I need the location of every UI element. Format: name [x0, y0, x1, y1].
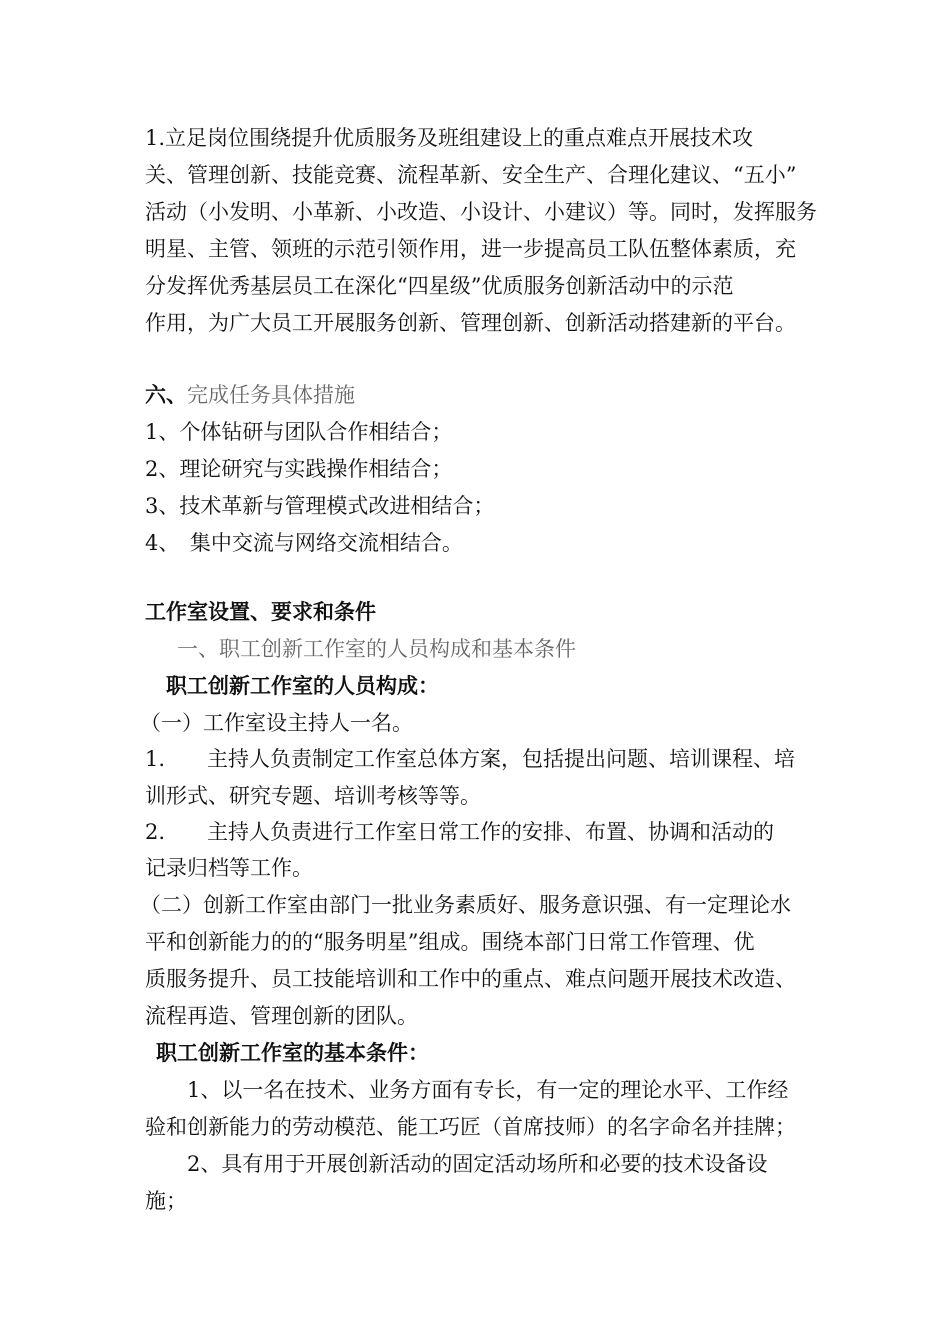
paragraph-line: 活动（小发明、小革新、小改造、小设计、小建议）等。同时，发挥服务 [145, 200, 817, 224]
paragraph-line: （二）创新工作室由部门一批业务素质好、服务意识强、有一定理论水 [140, 893, 791, 917]
section-title: 完成任务具体措施 [187, 383, 355, 407]
paragraph-line: 1、以一名在技术、业务方面有专长，有一定的理论水平、工作经 [187, 1078, 789, 1102]
list-item: 1. 主持人负责制定工作室总体方案，包括提出问题、培训课程、培 [145, 747, 796, 771]
list-item: 3、技术革新与管理模式改进相结合； [145, 494, 495, 518]
list-item-continued: 训形式、研究专题、培训考核等等。 [145, 784, 481, 808]
paragraph-line: 关、管理创新、技能竞赛、流程革新、安全生产、合理化建议、“五小” [145, 163, 797, 187]
list-item: 1、个体钻研与团队合作相结合； [145, 420, 453, 444]
list-item: （一）工作室设主持人一名。 [140, 711, 413, 735]
paragraph-line: 作用，为广大员工开展服务创新、管理创新、创新活动搭建新的平台。 [145, 311, 796, 335]
list-item: 4、 集中交流与网络交流相结合。 [145, 531, 463, 555]
list-item-continued: 记录归档等工作。 [145, 856, 313, 880]
studio-subheading: 一、职工创新工作室的人员构成和基本条件 [177, 637, 576, 661]
paragraph-line: 1.立足岗位围绕提升优质服务及班组建设上的重点难点开展技术攻 [145, 126, 754, 150]
paragraph-line: 明星、主管、领班的示范引领作用，进一步提高员工队伍整体素质，充 [145, 237, 796, 261]
section-number: 六、 [145, 382, 187, 407]
list-item: 2. 主持人负责进行工作室日常工作的安排、布置、协调和活动的 [145, 820, 775, 844]
paragraph-line: 2、具有用于开展创新活动的固定活动场所和必要的技术设备设 [187, 1152, 768, 1176]
paragraph-line: 施； [145, 1189, 187, 1213]
paragraph-line: 验和创新能力的劳动模范、能工巧匠（首席技师）的名字命名并挂牌； [145, 1115, 796, 1139]
paragraph-line: 分发挥优秀基层员工在深化“四星级”优质服务创新活动中的示范 [145, 274, 734, 298]
section-heading [145, 381, 355, 409]
paragraph-line: 流程再造、管理创新的团队。 [145, 1004, 418, 1028]
studio-heading: 工作室设置、要求和条件 [145, 599, 376, 624]
conditions-heading: 职工创新工作室的基本条件： [156, 1040, 429, 1065]
paragraph-line: 平和创新能力的的“服务明星”组成。围绕本部门日常工作管理、优 [145, 930, 755, 954]
paragraph-line: 质服务提升、员工技能培训和工作中的重点、难点问题开展技术改造、 [145, 967, 796, 991]
list-item: 2、理论研究与实践操作相结合； [145, 457, 453, 481]
composition-heading: 职工创新工作室的人员构成： [166, 673, 439, 698]
